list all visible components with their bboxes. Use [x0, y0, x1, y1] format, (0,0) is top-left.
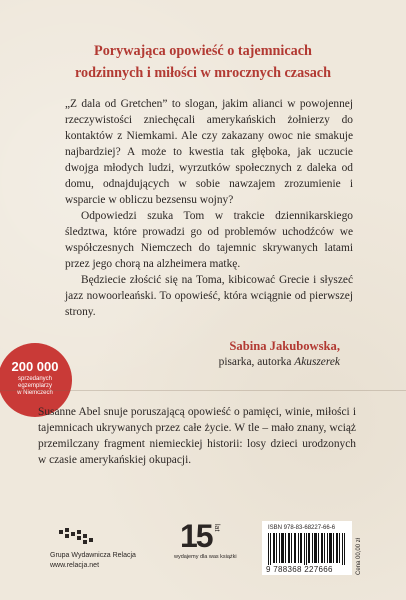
badge-text-line: sprzedanych	[17, 376, 53, 382]
reviewer-book-title: Akuszerek	[294, 356, 340, 368]
anniversary-lat: lat	[213, 524, 220, 532]
review-signature	[219, 338, 340, 370]
publisher-name: Grupa Wydawnicza Relacja	[50, 552, 136, 559]
publisher-url: www.relacja.net	[50, 562, 100, 569]
badge-text-line: egzemplarzy	[17, 383, 52, 389]
reviewer-role: pisarka, autorka	[218, 356, 295, 368]
anniversary-logo	[174, 518, 237, 560]
price-label: Cena 00,00 zł	[356, 537, 362, 575]
badge-number: 200 000	[11, 359, 59, 374]
review-text	[65, 96, 353, 320]
blurb-text: Susanne Abel snuje poruszającą opowieść o pamięci, winie, miłości i tajemnicach ukrywanych przez całe życie. W tle – mało znany, wciąż przemilczany fragment niemieckiej historii: losy dzieci urodzonych w czasie amerykańskiej okupacji.	[38, 406, 356, 466]
headline-line-2: rodzinnych i miłości w mrocznych czasach	[74, 65, 331, 81]
anniversary-number: 15	[180, 518, 212, 554]
review-paragraph: „Z dala od Gretchen” to slogan, jakim alianci w powojennej rzeczywistości zniechęcali amerykańskich żołnierzy do kontaktów z Niemkami. Ale czy zakazany owoc nie smakuje najbardziej? A może to kwestia tak głęboka, jak uczucie dwojga młodych ludzi, wyrzutków społecznych z daleka od domu, odnajdujących w sobie nawzajem zrozumienie i wsparcie w obliczu bezsensu wojny?	[65, 98, 353, 206]
headline-line-1: Porywająca opowieść o tajemnicach	[94, 43, 312, 59]
anniversary-caption: wydajemy dla was książki	[174, 554, 237, 560]
headline	[0, 40, 406, 84]
isbn-text: ISBN 978-83-68227-66-6	[268, 525, 336, 531]
barcode-digits: 9 788368 227666	[266, 565, 333, 574]
reviewer-description	[219, 354, 340, 370]
review-paragraph: Odpowiedzi szuka Tom w trakcie dziennikarskiego śledztwa, które prowadzi go od problemów uchodźców we współczesnych Niemczech do tajemnic skrywanych latami przez jego chorą na alzheimera matkę.	[65, 210, 353, 270]
isbn-barcode	[262, 521, 352, 575]
badge-text-line: w Niemczech	[17, 390, 53, 396]
review-paragraph: Będziecie złościć się na Toma, kibicować Grecie i słyszeć jazz nowoorleański. To opowieść, która wciągnie od pierwszej strony.	[65, 274, 353, 318]
barcode-icon	[268, 533, 346, 565]
section-divider	[0, 390, 406, 391]
publisher-logo-icon	[57, 526, 95, 548]
reviewer-name: Sabina Jakubowska,	[229, 339, 340, 353]
